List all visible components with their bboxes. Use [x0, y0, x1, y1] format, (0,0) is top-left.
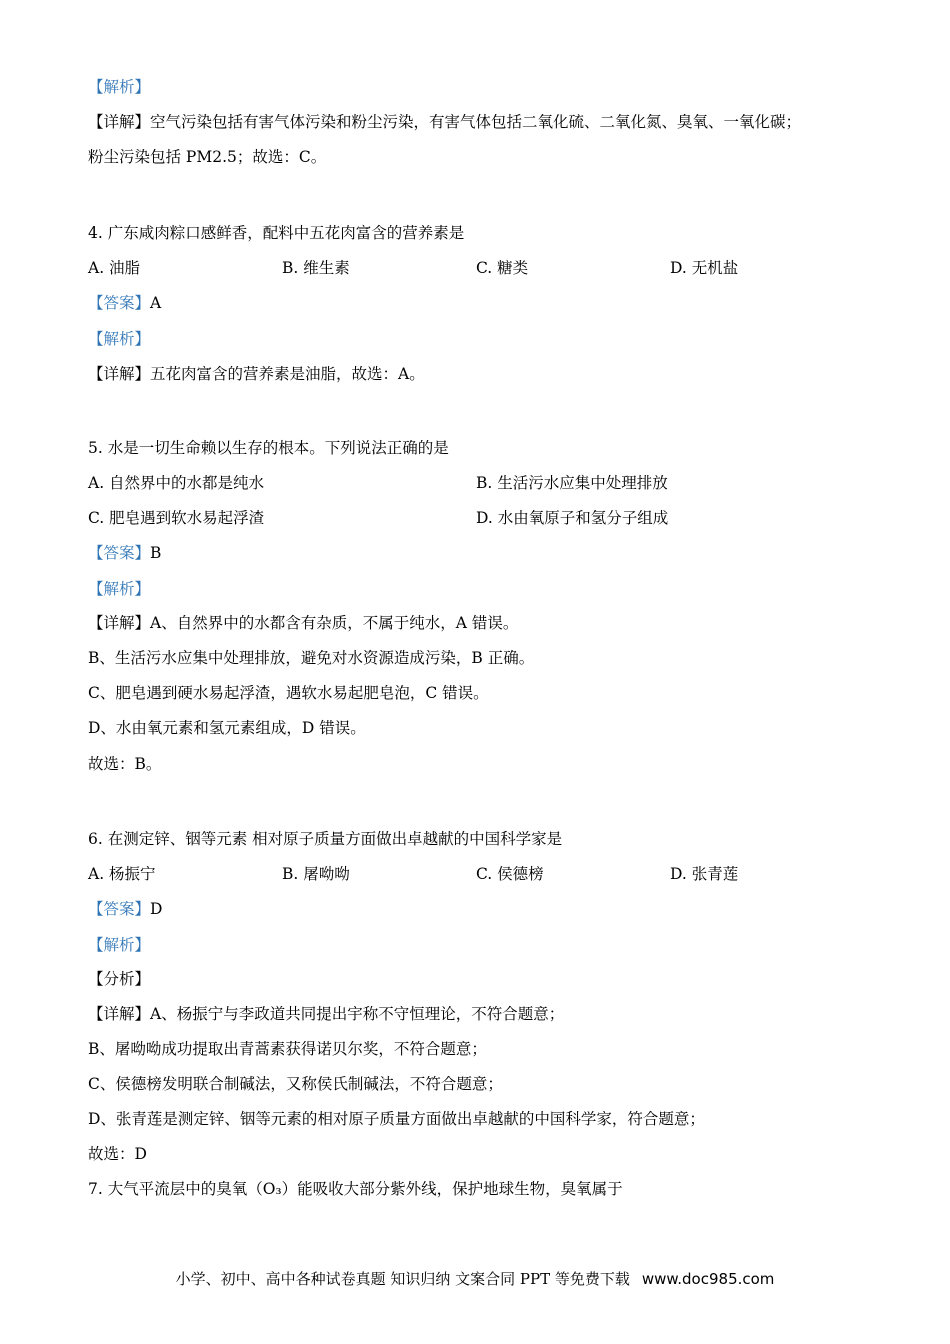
page-footer: [0, 1268, 950, 1289]
answer-value: B: [150, 544, 162, 562]
detail-text: D、水由氧元素和氢元素组成，D 错误。: [88, 719, 366, 737]
detail-text: B、生活污水应集中处理排放，避免对水资源造成污染，B 正确。: [88, 649, 535, 667]
question-5-stem: 5. 水是一切生命赖以生存的根本。下列说法正确的是: [88, 439, 449, 457]
footer-url[interactable]: www.doc985.com: [641, 1270, 775, 1288]
answer-value: A: [150, 294, 162, 312]
question-6-option-d: D. 张青莲: [670, 865, 739, 883]
question-5-answer: [88, 542, 161, 564]
footer-text: 小学、初中、高中各种试卷真题 知识归纳 文案合同 PPT 等免费下载: [175, 1270, 630, 1288]
answer-tag: 【答案】: [88, 294, 151, 312]
question-6-stem: 6. 在测定锌、铟等元素 相对原子质量方面做出卓越献的中国科学家是: [88, 830, 563, 848]
detail-text: D、张青莲是测定锌、铟等元素的相对原子质量方面做出卓越献的中国科学家，符合题意；: [88, 1110, 705, 1128]
question-6-option-c: C. 侯德榜: [476, 865, 544, 883]
analysis-tag: 【解析】: [88, 580, 151, 598]
question-6-option-a: A. 杨振宁: [88, 865, 156, 883]
question-6-answer: [88, 898, 162, 920]
question-4-option-b: B. 维生素: [282, 259, 350, 277]
detail-text: 【详解】A、自然界中的水都含有杂质，不属于纯水，A 错误。: [88, 614, 519, 632]
analysis-tag: 【解析】: [88, 78, 151, 96]
analysis-tag: 【解析】: [88, 936, 151, 954]
question-7-stem: 7. 大气平流层中的臭氧（O₃）能吸收大部分紫外线，保护地球生物，臭氧属于: [88, 1180, 623, 1198]
analysis-tag: 【解析】: [88, 330, 151, 348]
answer-tag: 【答案】: [88, 900, 151, 918]
answer-tag: 【答案】: [88, 544, 151, 562]
detail-text: C、侯德榜发明联合制碱法，又称侯氏制碱法，不符合题意；: [88, 1075, 503, 1093]
detail-text: 粉尘污染包括 PM2.5；故选：C。: [88, 148, 327, 166]
detail-text: 【详解】A、杨振宁与李政道共同提出宇称不守恒理论，不符合题意；: [88, 1005, 565, 1023]
detail-text: 故选：D: [88, 1145, 147, 1163]
question-4-option-a: A. 油脂: [88, 259, 141, 277]
detail-text: 【详解】空气污染包括有害气体污染和粉尘污染，有害气体包括二氧化硫、二氧化氮、臭氧、一氧化碳；: [88, 113, 802, 131]
question-5-option-a: A. 自然界中的水都是纯水: [88, 474, 265, 492]
answer-value: D: [150, 900, 163, 918]
detail-text: 【详解】五花肉富含的营养素是油脂，故选：A。: [88, 365, 425, 383]
fenxi-tag: 【分析】: [88, 970, 151, 988]
question-4-option-c: C. 糖类: [476, 259, 529, 277]
question-5-option-d: D. 水由氧原子和氢分子组成: [476, 509, 669, 527]
question-4-stem: 4. 广东咸肉粽口感鲜香，配料中五花肉富含的营养素是: [88, 224, 465, 242]
question-5-option-b: B. 生活污水应集中处理排放: [476, 474, 668, 492]
detail-text: 故选：B。: [88, 755, 162, 773]
question-4-answer: [88, 292, 161, 314]
question-6-option-b: B. 屠呦呦: [282, 865, 350, 883]
detail-text: B、屠呦呦成功提取出青蒿素获得诺贝尔奖，不符合题意；: [88, 1040, 487, 1058]
question-5-option-c: C. 肥皂遇到软水易起浮渣: [88, 509, 265, 527]
question-4-option-d: D. 无机盐: [670, 259, 739, 277]
detail-text: C、肥皂遇到硬水易起浮渣，遇软水易起肥皂泡，C 错误。: [88, 684, 489, 702]
